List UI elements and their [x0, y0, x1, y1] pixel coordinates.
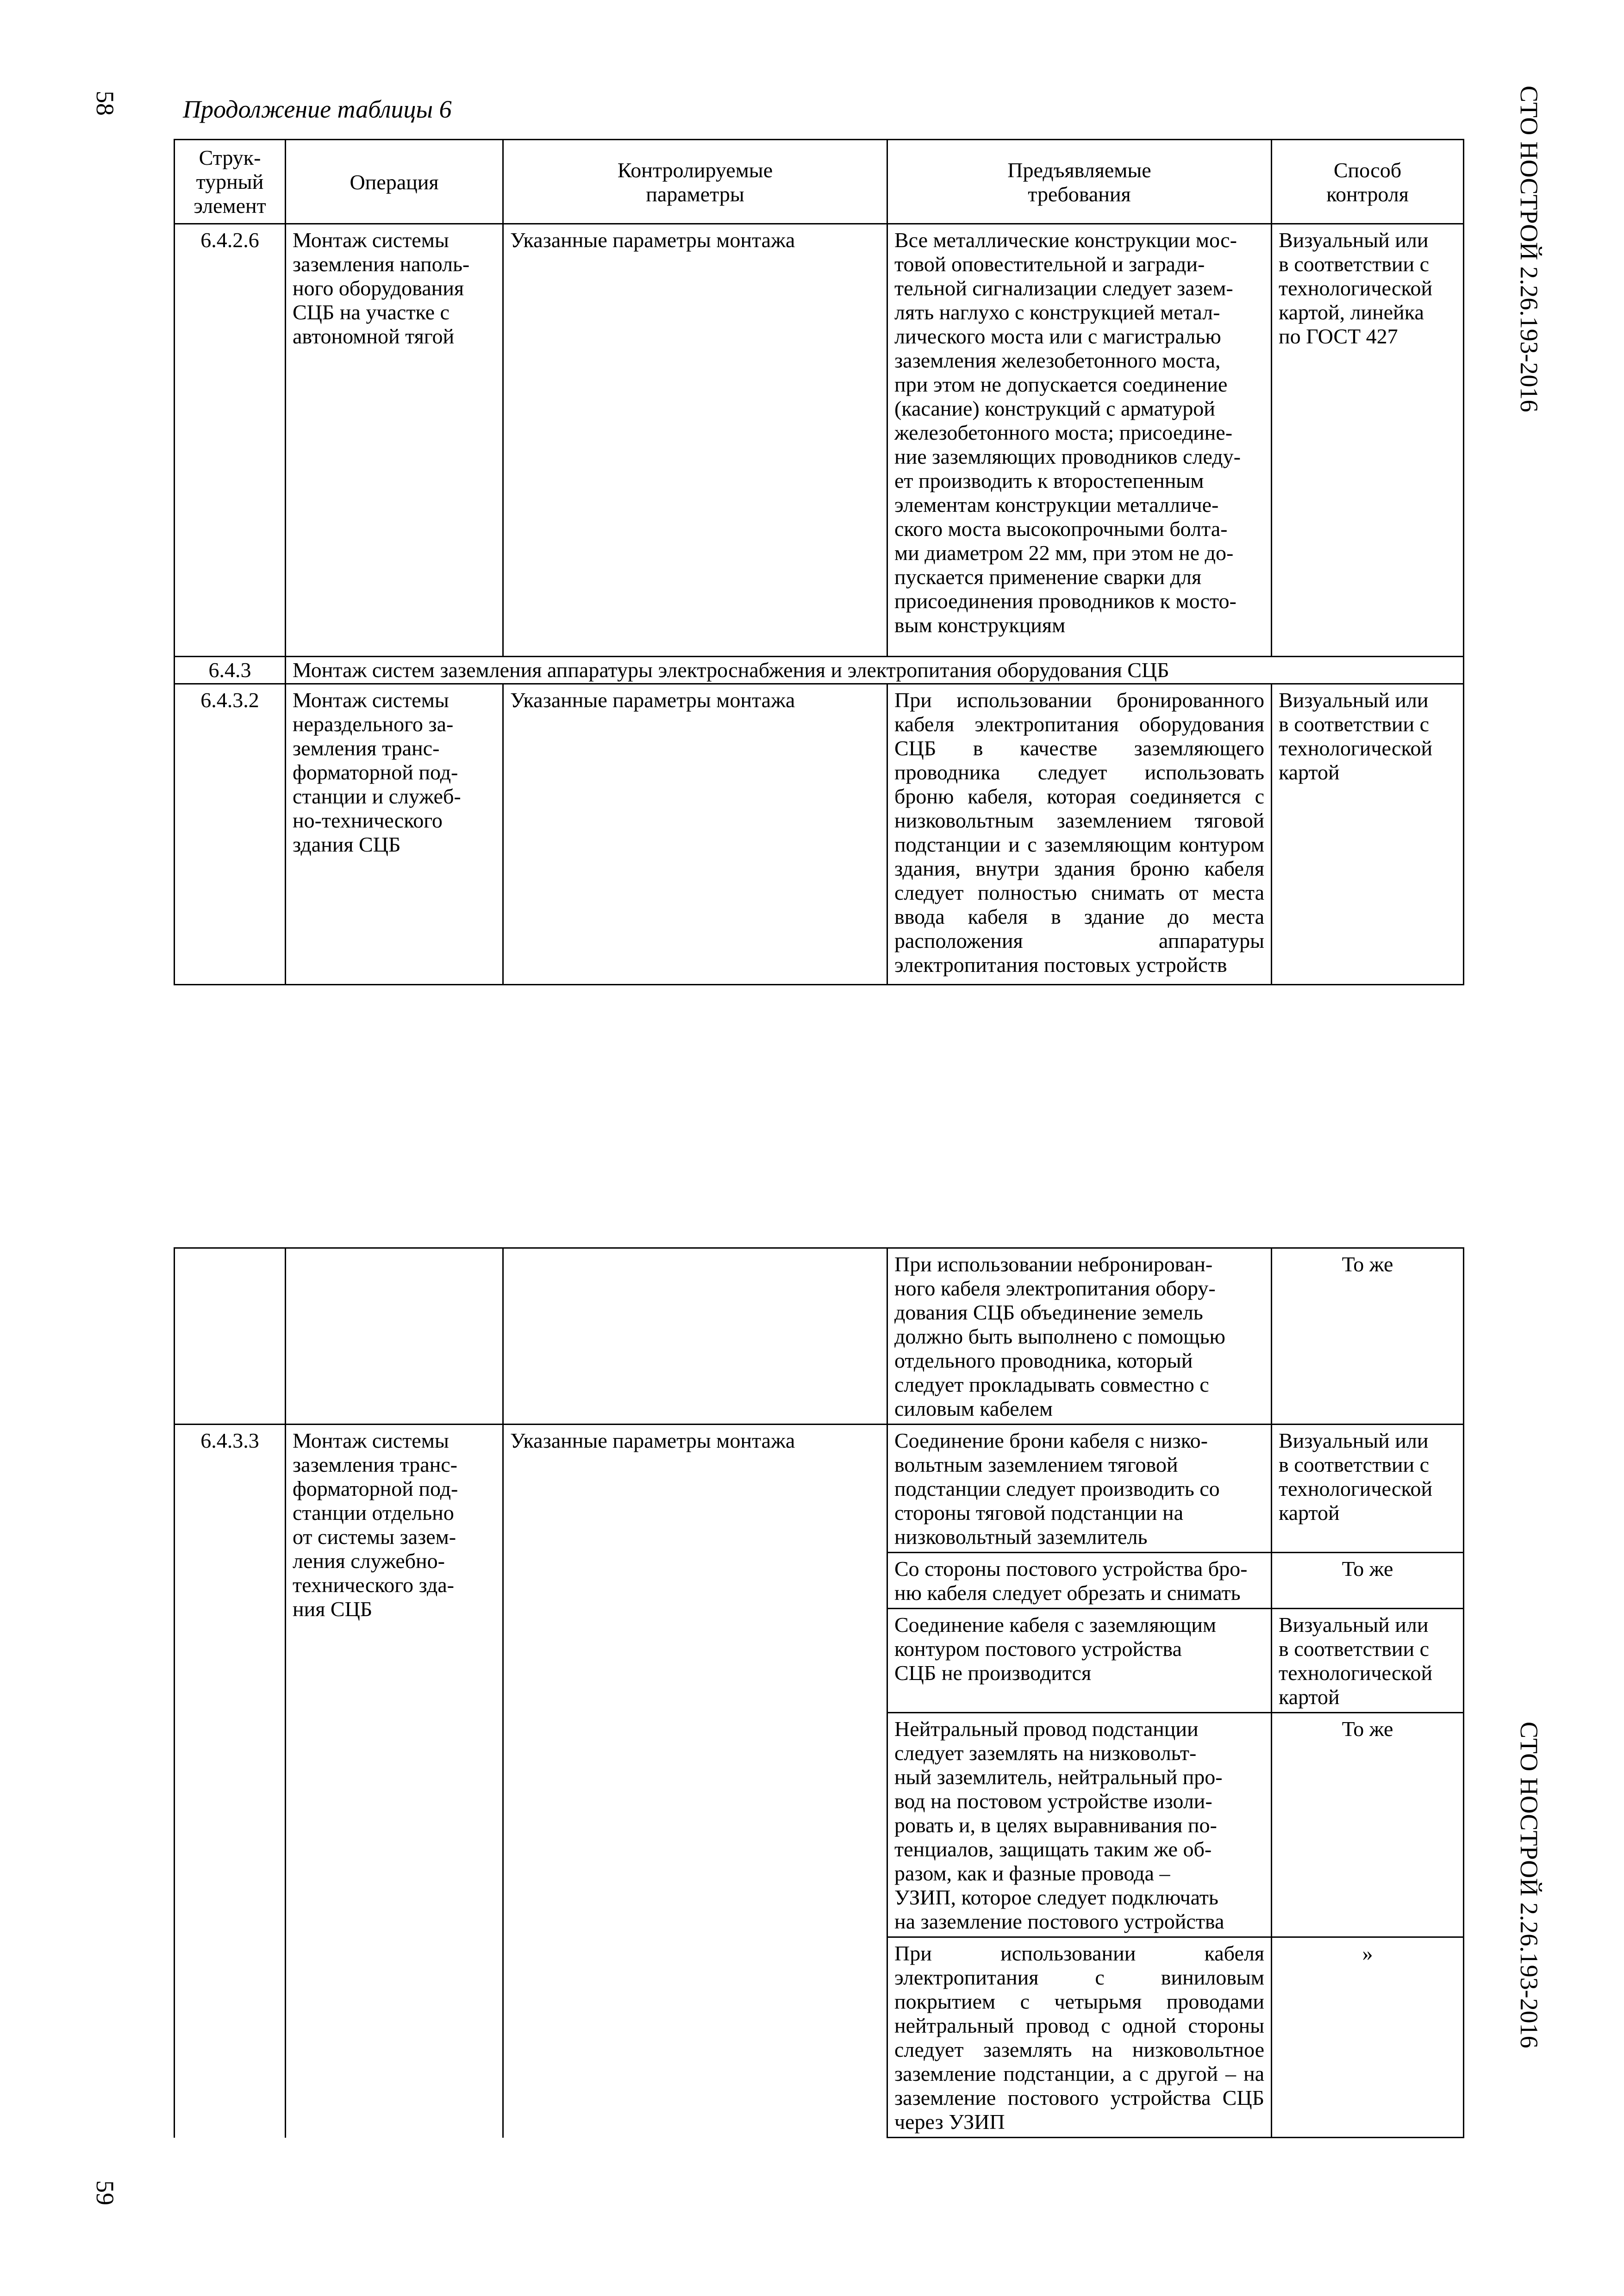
cell-method: »	[1272, 1937, 1464, 2138]
cell-parameters: Указанные параметры монтажа	[503, 684, 887, 985]
cell-method: То же	[1272, 1248, 1464, 1425]
cell-requirements: Со стороны постового устройства бро- ню кабеля следует обрезать и снимать	[887, 1553, 1272, 1609]
table-header-row	[175, 140, 1464, 224]
table-row	[175, 1248, 1464, 1425]
cell-code: 6.4.3.3	[175, 1425, 286, 2138]
cell-operation	[286, 1248, 503, 1425]
cell-operation: Монтаж системы заземления наполь- ного оборудования СЦБ на участке с автономной тягой	[286, 224, 503, 657]
page-number-bottom: 59	[91, 2180, 119, 2205]
cell-code: 6.4.2.6	[175, 224, 286, 657]
cell-method: Визуальный или в соответствии с технологической картой, линейка по ГОСТ 427	[1272, 224, 1464, 657]
table-row	[175, 657, 1464, 684]
table-row	[175, 224, 1464, 657]
table-top	[174, 139, 1464, 985]
cell-requirements: Нейтральный провод подстанции следует заземлять на низковольт- ный заземлитель, нейтральный про- вод на постовом устройстве изоли- ровать и, в целях выравнивания по- тенциалов, защищать таким же об- разом, как и фазные провода – УЗИП, которое следует подключать на заземление постового устройства	[887, 1713, 1272, 1937]
cell-method: То же	[1272, 1713, 1464, 1937]
cell-requirements: При использовании кабеля электропитания с виниловым покрытием с четырьмя проводами нейтральный провод с одной стороны следует заземлять на низковольтное заземление подстанции, а с другой – на заземление постового устройства СЦБ через УЗИП	[887, 1937, 1272, 2138]
header-parameters: Контролируемые параметры	[503, 140, 887, 224]
cell-requirements: При использовании небронирован- ного кабеля электропитания обору- дования СЦБ объединение земель должно быть выполнено с помощью отдельного проводника, который следует прокладывать совместно с силовым кабелем	[887, 1248, 1272, 1425]
cell-requirements: При использовании бронированного кабеля электропитания оборудования СЦБ в качестве заземляющего проводника следует использовать броню кабеля, которая соединяется с низковольтным заземлением тяговой подстанции и с заземляющим контуром здания, внутри здания броню кабеля следует полностью снимать от места ввода кабеля в здание до места расположения аппаратуры электропитания постовых устройств	[887, 684, 1272, 985]
header-requirements: Предъявляемые требования	[887, 140, 1272, 224]
cell-method: Визуальный или в соответствии с технологической картой	[1272, 1425, 1464, 1553]
header-method: Способ контроля	[1272, 140, 1464, 224]
cell-parameters	[503, 1248, 887, 1425]
table-row	[175, 1425, 1464, 1553]
header-structural-element: Струк- турный элемент	[175, 140, 286, 224]
cell-method: То же	[1272, 1553, 1464, 1609]
cell-method: Визуальный или в соответствии с технологической картой	[1272, 1609, 1464, 1713]
table-row	[175, 684, 1464, 985]
cell-requirements: Все металлические конструкции мос- товой оповестительной и загради- тельной сигнализации следует зазем- лять наглухо с конструкцией метал- лического моста или с магистралью заземления железобетонного моста, при этом не допускается соединение (касание) конструкций с арматурой железобетонного моста; присоедине- ние заземляющих проводников следу- ет производить к второстепенным элементам конструкции металличе- ского моста высокопрочными болта- ми диаметром 22 мм, при этом не до- пускается применение сварки для присоединения проводников к мосто- вым конструкциям	[887, 224, 1272, 657]
cell-operation: Монтаж системы заземления транс- форматорной под- станции отдельно от системы зазем- ления служебно- технического зда- ния СЦБ	[286, 1425, 503, 2138]
table-caption: Продолжение таблицы 6	[183, 95, 452, 123]
cell-method: Визуальный или в соответствии с технологической картой	[1272, 684, 1464, 985]
header-operation: Операция	[286, 140, 503, 224]
cell-code	[175, 1248, 286, 1425]
running-header-bottom: СТО НОСТРОЙ 2.26.193-2016	[1515, 1722, 1543, 2048]
cell-code: 6.4.3	[175, 657, 286, 684]
running-header-top: СТО НОСТРОЙ 2.26.193-2016	[1515, 86, 1543, 412]
cell-requirements: Соединение брони кабеля с низко- вольтным заземлением тяговой подстанции следует производить со стороны тяговой подстанции на низковольтный заземлитель	[887, 1425, 1272, 1553]
cell-parameters: Указанные параметры монтажа	[503, 1425, 887, 2138]
cell-code: 6.4.3.2	[175, 684, 286, 985]
cell-section-title: Монтаж систем заземления аппаратуры электроснабжения и электропитания оборудования СЦБ	[286, 657, 1464, 684]
cell-operation: Монтаж системы нераздельного за- земления транс- форматорной под- станции и служеб- но-технического здания СЦБ	[286, 684, 503, 985]
table-bottom	[174, 1247, 1464, 2138]
cell-parameters: Указанные параметры монтажа	[503, 224, 887, 657]
cell-requirements: Соединение кабеля с заземляющим контуром постового устройства СЦБ не производится	[887, 1609, 1272, 1713]
page-number-top: 58	[91, 91, 119, 116]
